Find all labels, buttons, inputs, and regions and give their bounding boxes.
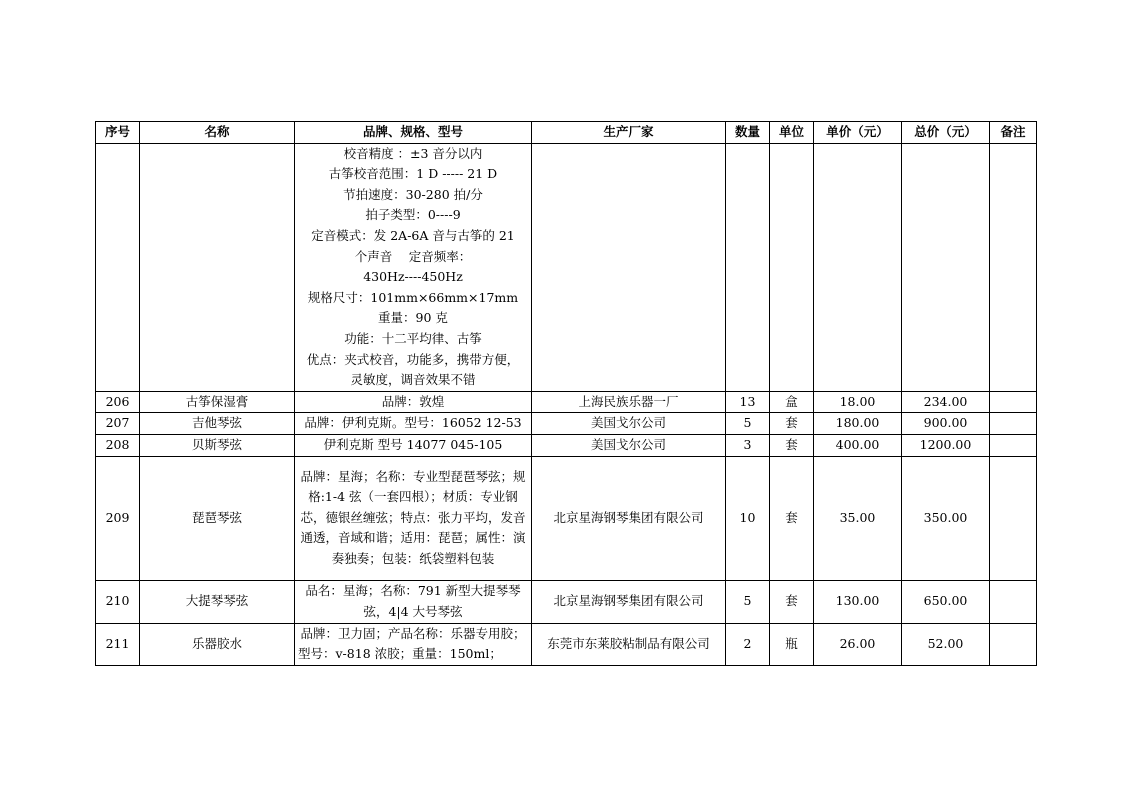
cell-total: 52.00 (902, 623, 990, 665)
spec-line: 个声音 定音频率： (354, 248, 472, 264)
cell-unit (770, 143, 814, 391)
cell-no: 210 (96, 580, 140, 623)
cell-price: 18.00 (814, 391, 902, 413)
cell-no: 208 (96, 434, 140, 456)
cell-price: 400.00 (814, 434, 902, 456)
cell-maker: 北京星海钢琴集团有限公司 (532, 456, 726, 580)
cell-price (814, 143, 902, 391)
cell-qty: 10 (726, 456, 770, 580)
cell-spec: 品牌：星海；名称：专业型琵琶琴弦；规格:1-4 弦（一套四根）；材质：专业钢芯，德银丝缠弦；特点：张力平均，发音通透，音域和谐；适用：琵琶；属性：演奏独奏；包装：纸袋塑料包装 (295, 456, 532, 580)
cell-note (990, 143, 1037, 391)
spec-line: 规格尺寸：101mm×66mm×17mm (307, 289, 519, 305)
cell-total (902, 143, 990, 391)
cell-maker: 北京星海钢琴集团有限公司 (532, 580, 726, 623)
cell-note (990, 580, 1037, 623)
spec-line: 校音精度 ：±3 音分以内 (343, 145, 483, 161)
cell-no: 209 (96, 456, 140, 580)
cell-spec: 品名：星海；名称：791 新型大提琴琴弦，4|4 大号琴弦 (295, 580, 532, 623)
cell-unit: 套 (770, 413, 814, 435)
header-unit: 单位 (770, 122, 814, 144)
cell-maker: 上海民族乐器一厂 (532, 391, 726, 413)
cell-no (96, 143, 140, 391)
table-row (96, 391, 1037, 413)
cell-note (990, 623, 1037, 665)
spec-line: 拍子类型：0----9 (365, 207, 461, 223)
cell-spec: 品牌：卫力固；产品名称：乐器专用胶；型号：v-818 浓胶；重量：150ml； (295, 623, 532, 665)
cell-maker: 东莞市东莱胶粘制品有限公司 (532, 623, 726, 665)
header-spec: 品牌、规格、型号 (295, 122, 532, 144)
cell-unit: 盒 (770, 391, 814, 413)
header-price: 单价（元） (814, 122, 902, 144)
cell-qty: 2 (726, 623, 770, 665)
cell-spec: 品牌：敦煌 (295, 391, 532, 413)
cell-qty: 5 (726, 413, 770, 435)
header-no: 序号 (96, 122, 140, 144)
table-row (96, 413, 1037, 435)
header-note: 备注 (990, 122, 1037, 144)
spec-line: 功能：十二平均律、古筝 (344, 330, 482, 346)
cell-unit: 套 (770, 434, 814, 456)
cell-spec: 伊利克斯 型号 14077 045-105 (295, 434, 532, 456)
cell-note (990, 391, 1037, 413)
cell-no: 207 (96, 413, 140, 435)
cell-maker (532, 143, 726, 391)
cell-price: 35.00 (814, 456, 902, 580)
spec-line: 定音模式：发 2A-6A 音与古筝的 21 (311, 227, 515, 243)
cell-name: 大提琴琴弦 (140, 580, 295, 623)
cell-note (990, 413, 1037, 435)
table-row (96, 456, 1037, 580)
cell-qty: 5 (726, 580, 770, 623)
cell-maker: 美国戈尔公司 (532, 413, 726, 435)
spec-line: 灵敏度，调音效果不错 (350, 372, 476, 388)
inventory-table (95, 121, 1037, 666)
spec-line: 节拍速度：30-280 拍/分 (343, 186, 483, 202)
cell-note (990, 456, 1037, 580)
cell-name (140, 143, 295, 391)
cell-no: 206 (96, 391, 140, 413)
header-total: 总价（元） (902, 122, 990, 144)
cell-name: 乐器胶水 (140, 623, 295, 665)
table-row (96, 580, 1037, 623)
cell-price: 26.00 (814, 623, 902, 665)
cell-name: 吉他琴弦 (140, 413, 295, 435)
spec-line: 重量：90 克 (378, 310, 448, 326)
cell-total: 650.00 (902, 580, 990, 623)
cell-unit: 套 (770, 580, 814, 623)
cell-spec (295, 143, 532, 391)
header-name: 名称 (140, 122, 295, 144)
cell-total: 350.00 (902, 456, 990, 580)
spec-line: 430Hz----450Hz (363, 269, 463, 285)
cell-spec: 品牌：伊利克斯。型号：16052 12-53 (295, 413, 532, 435)
cell-total: 1200.00 (902, 434, 990, 456)
cell-price: 180.00 (814, 413, 902, 435)
cell-unit: 瓶 (770, 623, 814, 665)
cell-total: 234.00 (902, 391, 990, 413)
cell-name: 古筝保湿膏 (140, 391, 295, 413)
cell-maker: 美国戈尔公司 (532, 434, 726, 456)
cell-price: 130.00 (814, 580, 902, 623)
header-qty: 数量 (726, 122, 770, 144)
spec-line: 古筝校音范围：1 D ----- 21 D (328, 166, 498, 182)
header-maker: 生产厂家 (532, 122, 726, 144)
cell-total: 900.00 (902, 413, 990, 435)
cell-note (990, 434, 1037, 456)
cell-qty: 13 (726, 391, 770, 413)
cell-name: 贝斯琴弦 (140, 434, 295, 456)
cell-unit: 套 (770, 456, 814, 580)
table-row-continued (96, 143, 1037, 391)
cell-name: 琵琶琴弦 (140, 456, 295, 580)
spec-line: 优点：夹式校音，功能多，携带方便， (306, 351, 520, 367)
table-row (96, 434, 1037, 456)
header-row (96, 122, 1037, 144)
cell-no: 211 (96, 623, 140, 665)
table-row (96, 623, 1037, 665)
cell-qty (726, 143, 770, 391)
cell-qty: 3 (726, 434, 770, 456)
